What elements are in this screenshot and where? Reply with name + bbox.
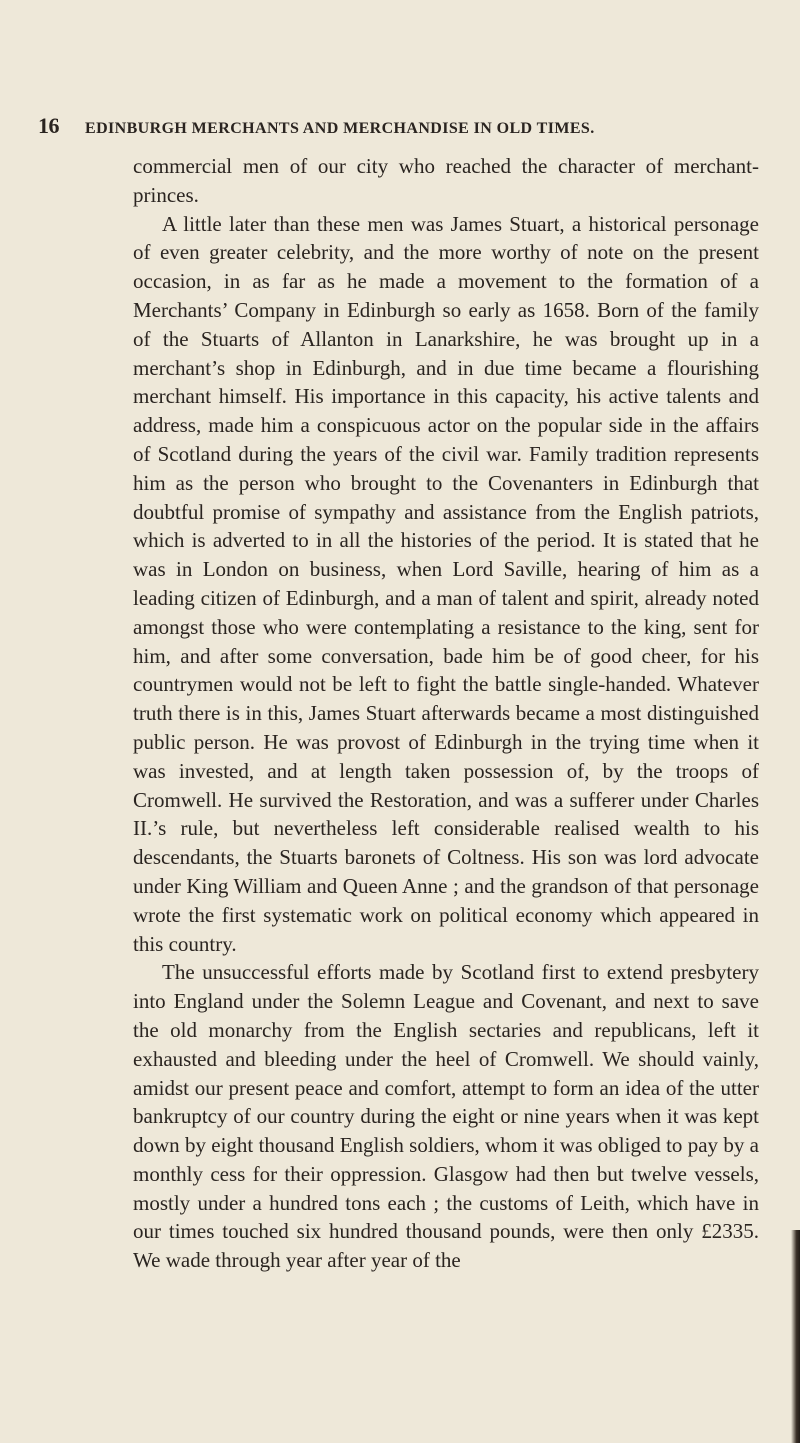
paragraph-james-stuart: A little later than these men was James Stuart, a historical personage of even greater celebrity, and the more worthy of note on the present occasion, in as far as he made a movement to the formation of a Merchants’ Company in Edinburgh so early as 1658. Born of the family of the Stuarts of Allanton in Lanarkshire, he was brought up in a merchant’s shop in Edinburgh, and in due time became a flourishing merchant himself. His importance in this capacity, his active talents and address, made him a conspicuous actor on the popular side in the affairs of Scotland during the years of the civil war. Family tradition represents him as the person who brought to the Covenanters in Edinburgh that doubtful promise of sympathy and assistance from the English patriots, which is adverted to in all the histories of the period. It is stated that he was in London on business, when Lord Saville, hearing of him as a leading citizen of Edinburgh, and a man of talent and spirit, already noted amongst those who were contemplating a resistance to the king, sent for him, and after some conversation, bade him be of good cheer, for his countrymen would not be left to fight the battle single-handed. Whatever truth there is in this, James Stuart afterwards became a most distinguished public person. He was provost of Edinburgh in the trying time when it was invested, and at length taken possession of, by the troops of Cromwell. He survived the Restoration, and was a sufferer under Charles II.’s rule, but nevertheless left considerable realised wealth to his descendants, the Stuarts baronets of Coltness. His son was lord advocate under King William and Queen Anne ; and the grandson of that personage wrote the first systematic work on political economy which appeared in this country. bbox=[133, 211, 759, 956]
page-header bbox=[38, 113, 738, 139]
running-head: EDINBURGH MERCHANTS AND MERCHANDISE IN OLD TIMES. bbox=[85, 120, 595, 137]
paragraph-cromwell-period: The unsuccessful efforts made by Scotland first to extend presbytery into England under the Solemn League and Covenant, and next to save the old monarchy from the English sectaries and republicans, left it exhausted and bleeding under the heel of Cromwell. We should vainly, amidst our present peace and comfort, attempt to form an idea of the utter bankruptcy of our country during the eight or nine years when it was kept down by eight thousand English soldiers, whom it was obliged to pay by a monthly cess for their oppression. Glasgow had then but twelve vessels, mostly under a hundred tons each ; the customs of Leith, which have in our times touched six hundred thousand pounds, were then only £2335. We wade through year after year of the bbox=[133, 960, 759, 1273]
page-body bbox=[133, 152, 759, 1275]
page-number: 16 bbox=[38, 113, 59, 138]
paragraph-continuation: commercial men of our city who reached the character of merchant-princes. bbox=[133, 154, 759, 207]
dark-page-edge bbox=[791, 1230, 800, 1443]
